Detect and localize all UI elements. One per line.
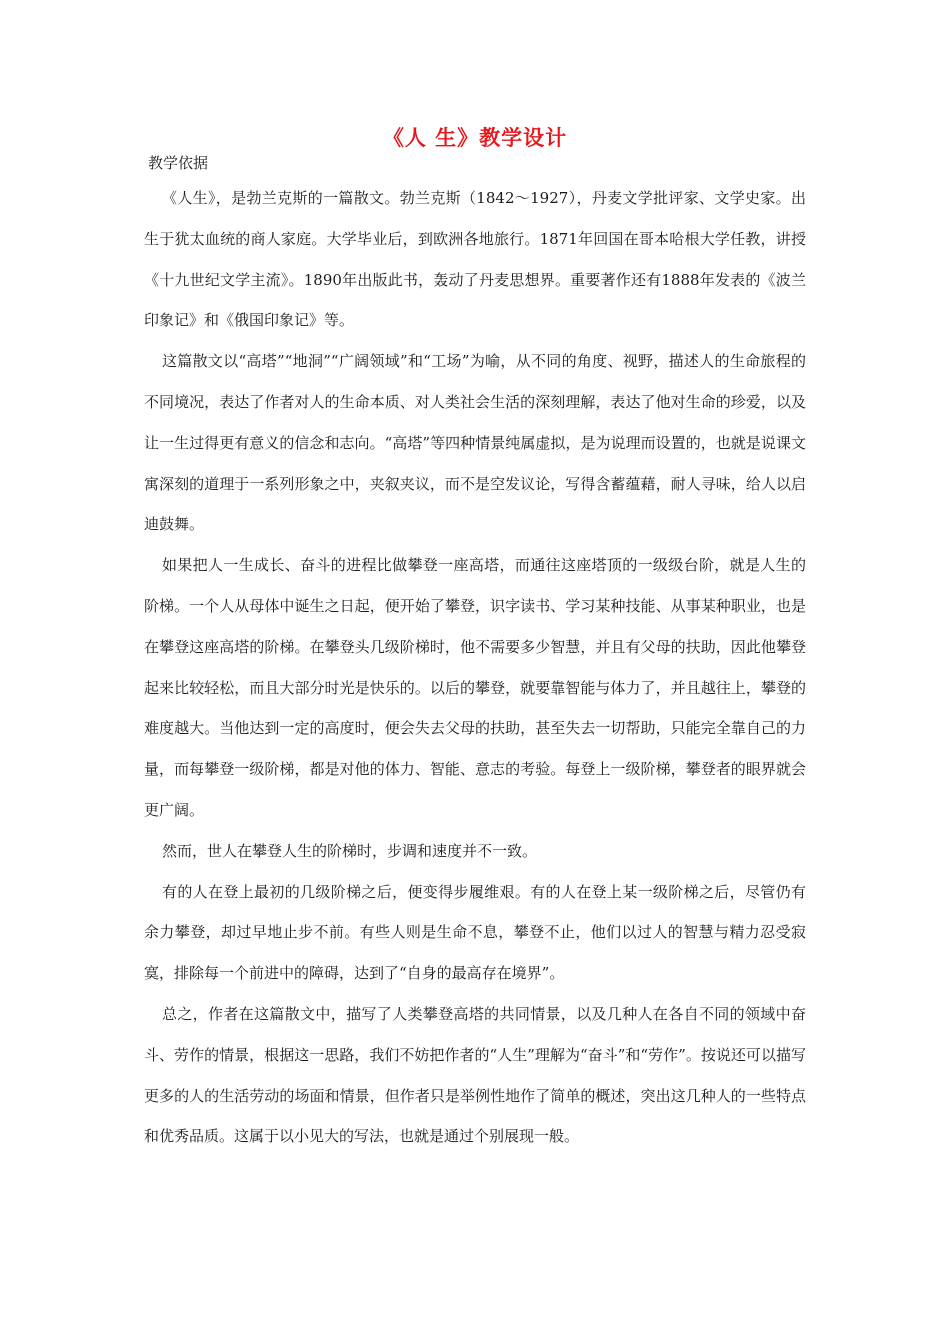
section-heading: 教学依据 (148, 154, 209, 172)
document-title: 《人 生》教学设计 (382, 125, 568, 150)
paragraph-tower-metaphor: 如果把人一生成长、奋斗的进程比做攀登一座高塔，而通往这座塔顶的一级级台阶，就是人生的阶梯。一个人从母体中诞生之日起，便开始了攀登，识字读书、学习某种技能、从事某种职业，也是在攀登这座高塔的阶梯。在攀登头几级阶梯时，他不需要多少智慧，并且有父母的扶助，因此他攀登起来比较轻松，而且大部分时光是快乐的。以后的攀登，就要靠智能与体力了，并且越往上，攀登的难度越大。当他达到一定的高度时，便会失去父母的扶助，甚至失去一切帮助，只能完全靠自己的力量，而每攀登一级阶梯，都是对他的体力、智能、意志的考验。每登上一级阶梯，攀登者的眼界就会更广阔。 (144, 556, 806, 819)
paragraph-pace: 然而，世人在攀登人生的阶梯时，步调和速度并不一致。 (162, 841, 538, 860)
document-body (144, 178, 806, 1157)
paragraph-climbers: 有的人在登上最初的几级阶梯之后，便变得步履维艰。有的人在登上某一级阶梯之后，尽管仍有余力攀登，却过早地止步不前。有些人则是生命不息，攀登不止，他们以过人的智慧与精力忍受寂寞，排除每一个前进中的障碍，达到了“自身的最高存在境界”。 (144, 882, 806, 983)
paragraph-summary: 总之，作者在这篇散文中，描写了人类攀登高塔的共同情景，以及几种人在各自不同的领域中奋斗、劳作的情景，根据这一思路，我们不妨把作者的“人生”理解为“奋斗”和“劳作”。按说还可以描写更多的人的生活劳动的场面和情景，但作者只是举例性地作了简单的概述，突出这几种人的一些特点和优秀品质。这属于以小见大的写法，也就是通过个别展现一般。 (144, 1004, 806, 1146)
paragraph-author-intro: 《人生》，是勃兰克斯的一篇散文。勃兰克斯（1842～1927），丹麦文学批评家、文学史家。出生于犹太血统的商人家庭。大学毕业后，到欧洲各地旅行。1871年回国在哥本哈根大学任教，讲授《十九世纪文学主流》。1890年出版此书，轰动了丹麦思想界。重要著作还有1888年发表的《波兰印象记》和《俄国印象记》等。 (144, 189, 806, 330)
paragraph-theme: 这篇散文以“高塔”“地洞”“广阔领域”和“工场”为喻，从不同的角度、视野，描述人的生命旅程的不同境况，表达了作者对人的生命本质、对人类社会生活的深刻理解，表达了他对生命的珍爱，以及让一生过得更有意义的信念和志向。“高塔”等四种情景纯属虚拟，是为说理而设置的，也就是说课文寓深刻的道理于一系列形象之中，夹叙夹议，而不是空发议论，写得含蓄蕴藉，耐人寻味，给人以启迪鼓舞。 (144, 352, 806, 534)
